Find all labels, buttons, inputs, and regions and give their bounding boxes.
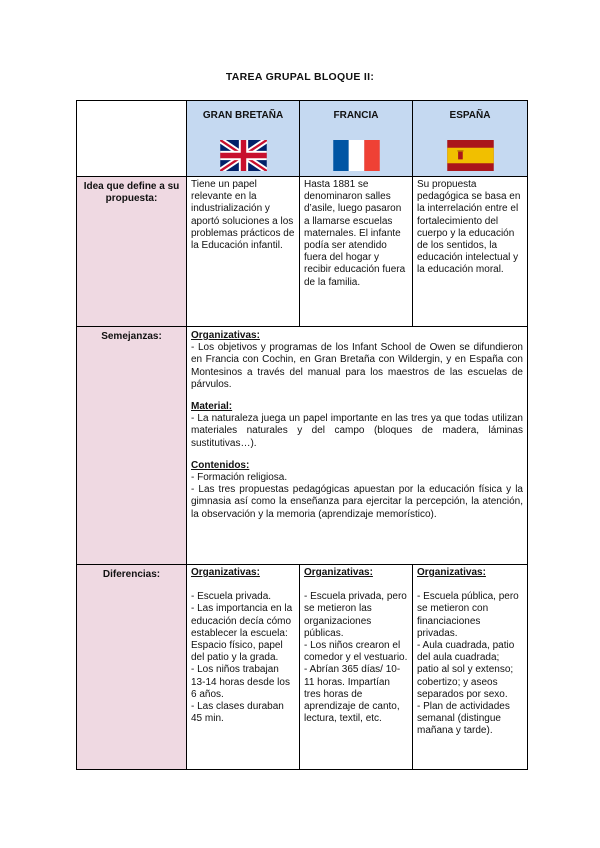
section-text: - Formación religiosa.	[191, 472, 288, 484]
cell-heading: Organizativas:	[417, 567, 486, 578]
section-text: - La naturaleza juega un papel importante en las tres ya que todas utilizan materiales naturales y del campo (bloques de madera, láminas sustitutivas…).	[191, 413, 523, 449]
column-header-francia	[300, 101, 413, 177]
section-heading: Contenidos:	[191, 459, 250, 471]
comparison-table	[76, 100, 528, 770]
idea-cell-espana: Su propuesta pedagógica se basa en la interrelación entre el fortalecimiento del cuerpo y la educación de los sentidos, la educación intelectual y la educación moral.	[413, 177, 528, 327]
list-item: - Las importancia en la educación decía cómo establecer la escuela: Espacio físico, papel del patio y la grada.	[191, 603, 293, 664]
list-item: - Escuela privada, pero se metieron las organizaciones públicas.	[304, 591, 407, 639]
column-header-gran-bretana	[187, 101, 300, 177]
list-item: - Plan de actividades semanal (distingue mañana y tarde).	[417, 701, 510, 737]
diferencias-cell-espana	[413, 565, 528, 770]
section-heading: Material:	[191, 401, 233, 413]
list-item: - Los niños trabajan 13-14 horas desde los 6 años.	[191, 664, 290, 700]
spain-flag-icon	[447, 140, 494, 171]
idea-cell-francia: Hasta 1881 se denominaron salles d’asile, luego pasaron a llamarse escuelas maternales. El infante podía ser atendido fuera del hogar y recibir educación fuera de la familia.	[300, 177, 413, 327]
row-header-diferencias: Diferencias:	[77, 565, 187, 770]
diferencias-cell-francia	[300, 565, 413, 770]
row-header-semejanzas: Semejanzas:	[77, 327, 187, 565]
page-title: TAREA GRUPAL BLOQUE II:	[225, 71, 375, 83]
row-header-idea: Idea que define a su propuesta:	[77, 177, 187, 327]
cell-heading: Organizativas:	[191, 567, 260, 578]
cell-heading: Organizativas:	[304, 567, 373, 578]
list-item: - Aula cuadrada, patio del aula cuadrada; patio al sol y extenso; cobertizo; y aseos separados por sexo.	[417, 640, 515, 700]
list-item: - Escuela privada.	[191, 591, 272, 603]
column-name: FRANCIA	[333, 110, 379, 121]
column-name: GRAN BRETAÑA	[202, 110, 284, 121]
idea-cell-gran-bretana: Tiene un papel relevante en la industrialización y aportó soluciones a los problemas prácticos de la Educación infantil.	[187, 177, 300, 327]
uk-flag-icon	[220, 140, 267, 171]
france-flag-icon	[333, 140, 380, 171]
column-header-espana	[413, 101, 528, 177]
section-text: - Las tres propuestas pedagógicas apuestan por la educación física y la gimnasia así como la enseñanza para ejercitar la percepción, la atención, la observación y la memoria (aprendizaje memorístico).	[191, 484, 523, 520]
list-item: - Los niños crearon el comedor y el vestuario.	[304, 640, 408, 664]
column-name: ESPAÑA	[449, 110, 491, 121]
diferencias-cell-gran-bretana	[187, 565, 300, 770]
semejanzas-cell	[187, 327, 528, 565]
corner-cell	[77, 101, 187, 177]
section-heading: Organizativas:	[191, 330, 260, 341]
list-item: - Las clases duraban 45 min.	[191, 701, 284, 725]
list-item: - Abrían 365 días/ 10-11 horas. Impartían tres horas de aprendizaje de canto, lectura, textil, etc.	[304, 664, 401, 725]
list-item: - Escuela pública, pero se metieron con financiaciones privadas.	[417, 591, 519, 639]
section-text: - Los objetivos y programas de los Infant School de Owen se difundieron en Francia con Cochin, en Gran Bretaña con Wildergin, y en España con Montesinos a través del manual para los maestros de las escuelas de párvulos.	[191, 342, 523, 390]
